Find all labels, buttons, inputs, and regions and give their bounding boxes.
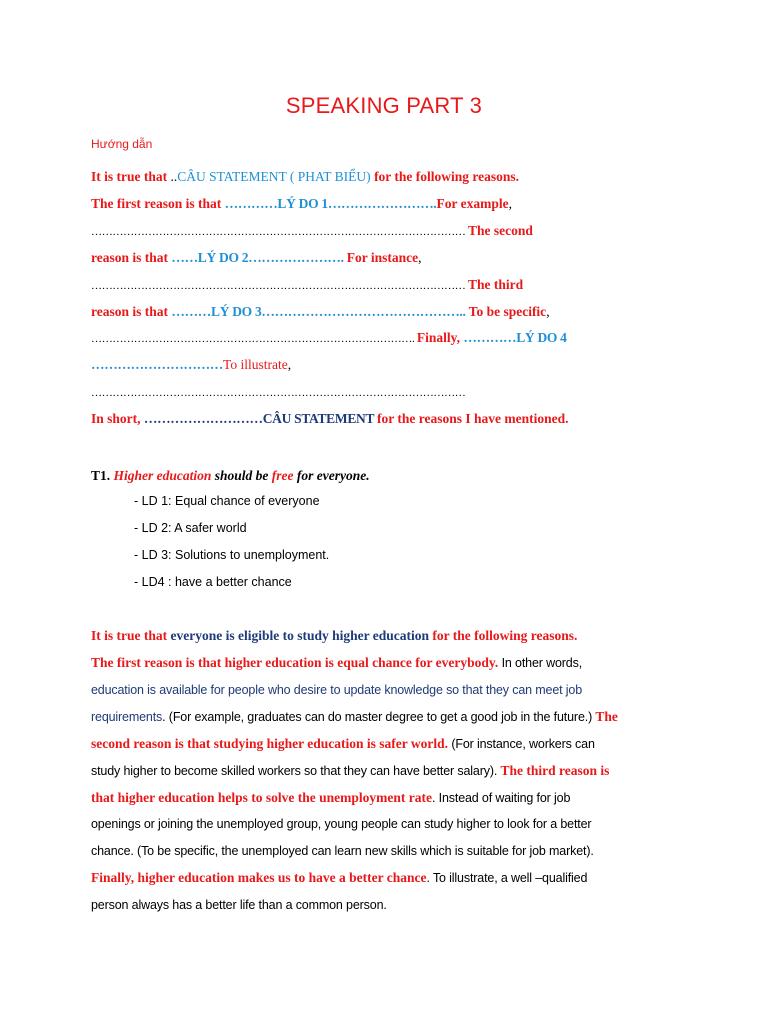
- template-line-2: The first reason is that …………LÝ DO 1…………………….For example,: [91, 196, 512, 211]
- template-line-3: …………………………………………………………………………………………… The second: [91, 223, 533, 238]
- bullet-ld1: - LD 1: Equal chance of everyone: [134, 494, 320, 508]
- topic-line: T1. Higher education should be free for everyone.: [91, 468, 370, 483]
- essay-line-4: requirements. (For example, graduates can do master degree to get a good job in the future.) The: [91, 709, 618, 724]
- page-title: SPEAKING PART 3: [285, 93, 483, 118]
- essay-line-7: that higher education helps to solve the unemployment rate. Instead of waiting for job: [91, 790, 571, 805]
- template-line-5: …………………………………………………………………………………………… The third: [91, 277, 524, 292]
- template-line-8: …………………………To illustrate,: [91, 357, 292, 372]
- bullet-ld3: - LD 3: Solutions to unemployment.: [134, 548, 330, 562]
- essay-line-2: The first reason is that higher education is equal chance for everybody. In other words,: [91, 655, 583, 670]
- essay-line-1: It is true that everyone is eligible to study higher education for the following reasons.: [91, 628, 578, 643]
- template-line-7: ………………………………………………………………………………. Finally, …………LÝ DO 4: [91, 330, 567, 345]
- bullet-ld4: - LD4 : have a better chance: [134, 575, 292, 589]
- template-line-4: reason is that ……LÝ DO 2…………………. For instance,: [91, 250, 422, 265]
- essay-line-5: second reason is that studying higher education is safer world. (For instance, workers can: [91, 736, 595, 751]
- template-line-6: reason is that ………LÝ DO 3……………………………………….. To be specific,: [91, 304, 550, 319]
- essay-line-11: person always has a better life than a common person.: [91, 898, 387, 912]
- bullet-ld2: - LD 2: A safer world: [134, 521, 247, 535]
- essay-line-8: openings or joining the unemployed group, young people can study higher to look for a better: [91, 817, 592, 831]
- essay-line-10: Finally, higher education makes us to have a better chance. To illustrate, a well –qualified: [91, 870, 588, 885]
- essay-line-6: study higher to become skilled workers so that they can have better salary). The third reason is: [91, 763, 610, 778]
- essay-line-3: education is available for people who desire to update knowledge so that they can meet job: [91, 683, 582, 697]
- template-line-10: In short, ………………………CÂU STATEMENT for the reasons I have mentioned.: [91, 411, 569, 426]
- template-line-9: ……………………………………………………………………………………………: [91, 387, 466, 399]
- essay-line-9: chance. (To be specific, the unemployed can learn new skills which is suitable for job market).: [91, 844, 594, 858]
- guide-heading: Hướng dẫn: [91, 137, 153, 151]
- template-line-1: It is true that ..CÂU STATEMENT ( PHAT BIỂU) for the following reasons.: [91, 169, 520, 184]
